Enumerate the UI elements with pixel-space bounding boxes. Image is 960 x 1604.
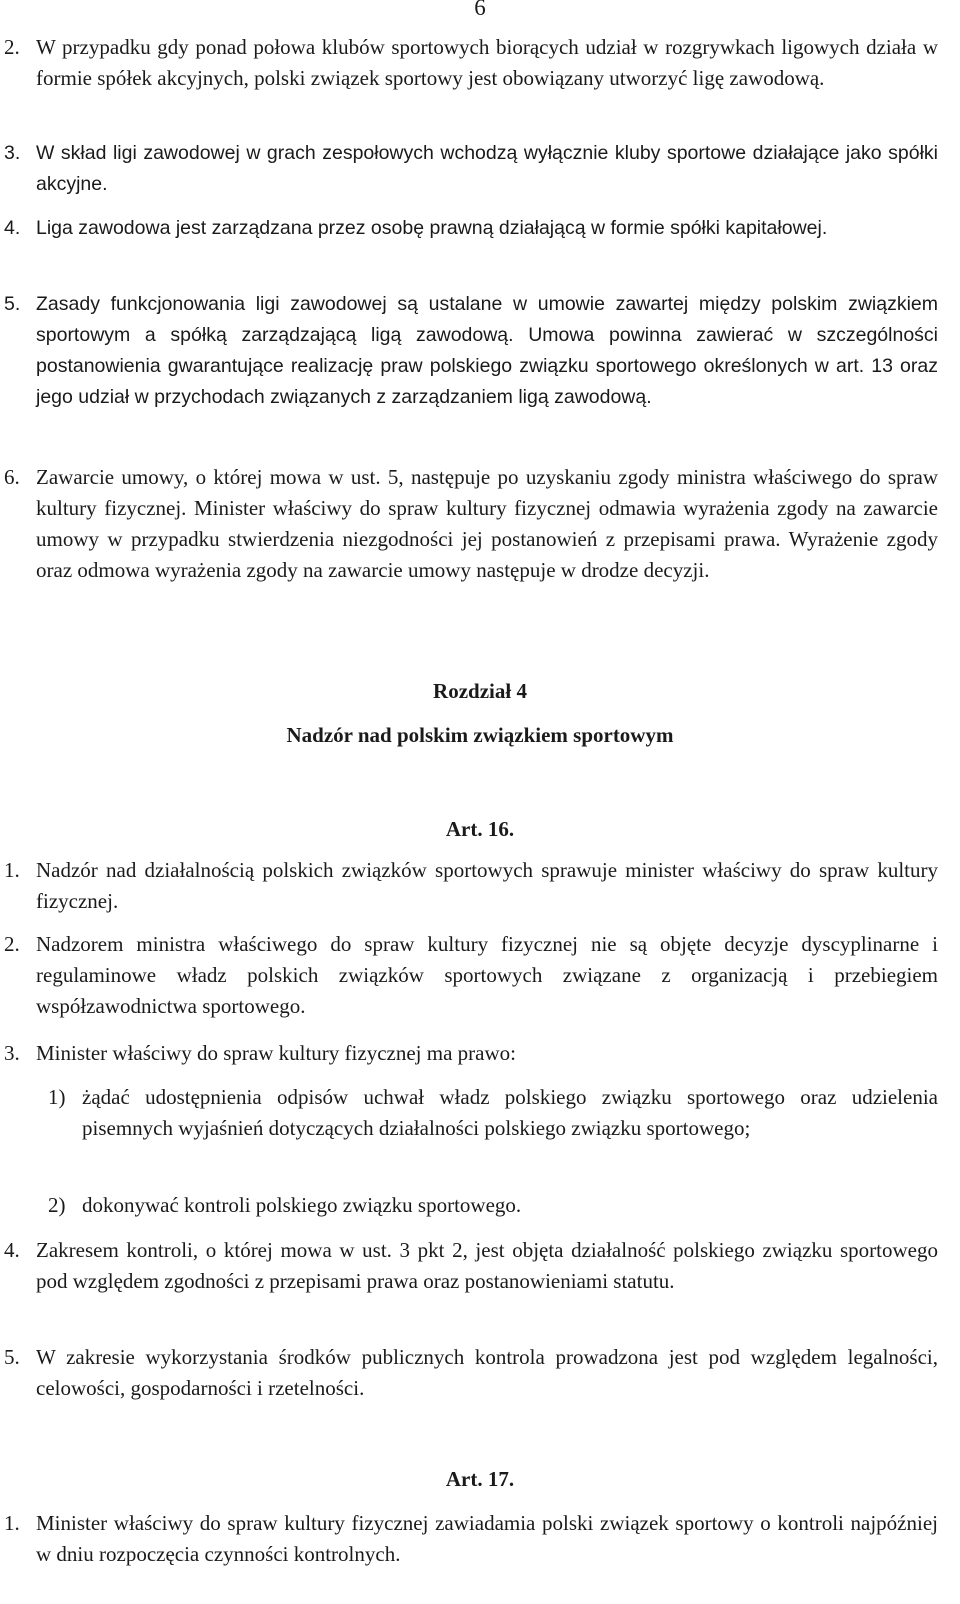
paragraph-text: W przypadku gdy ponad połowa klubów sportowych biorących udział w rozgrywkach ligowych działa w formie spółek akcyjnych, polski związek sportowy jest obowiązany utworzyć ligę zawodową. (36, 35, 938, 90)
paragraph-text: Zasady funkcjonowania ligi zawodowej są ustalane w umowie zawartej między polskim związkiem sportowym a spółką zarządzającą ligą zawodową. Umowa powinna zawierać w szczególności postanowienia gwarantujące realizację praw polskiego związku sportowego określonych w art. 13 oraz jego udział w przychodach związanych z zarządzaniem ligą zawodową. (36, 293, 938, 408)
paragraph-number: 6. (4, 465, 20, 489)
item-text: dokonywać kontroli polskiego związku sportowego. (82, 1193, 522, 1217)
paragraph-number: 1. (4, 1511, 20, 1535)
paragraph-text: Zakresem kontroli, o której mowa w ust. 3 pkt 2, jest objęta działalność polskiego związku sportowego pod względem zgodności z przepisami prawa oraz postanowieniami statutu. (36, 1238, 938, 1293)
paragraph-text: W zakresie wykorzystania środków publicznych kontrola prowadzona jest pod względem legalności, celowości, gospodarności i rzetelności. (36, 1345, 938, 1400)
chapter-label: Rozdział 4 (433, 679, 527, 703)
paragraph-number: 5. (4, 293, 21, 315)
paragraph-text: Nadzorem ministra właściwego do spraw kultury fizycznej nie są objęte decyzje dyscyplinarne i regulaminowe władz polskich związków sportowych związane z organizacją i przebiegiem współzawodnictwa sportowego. (36, 932, 938, 1018)
paragraph-text: Nadzór nad działalnością polskich związków sportowych sprawuje minister właściwy do spraw kultury fizycznej. (36, 858, 938, 913)
item-number: 2) (48, 1193, 66, 1217)
paragraph-text: Minister właściwy do spraw kultury fizycznej ma prawo: (36, 1041, 516, 1065)
paragraph-number: 1. (4, 858, 20, 882)
article-heading: Art. 17. (445, 1467, 515, 1491)
paragraph-text: Minister właściwy do spraw kultury fizycznej zawiadamia polski związek sportowy o kontroli najpóźniej w dniu rozpoczęcia czynności kontrolnych. (36, 1511, 938, 1566)
paragraph-number: 3. (4, 142, 21, 164)
article-heading: Art. 16. (445, 817, 515, 841)
paragraph-number: 2. (4, 932, 20, 956)
paragraph-text: Liga zawodowa jest zarządzana przez osobę prawną działającą w formie spółki kapitałowej. (36, 217, 828, 239)
item-number: 1) (48, 1085, 66, 1109)
paragraph-number: 5. (4, 1345, 20, 1369)
paragraph-number: 4. (4, 1238, 20, 1262)
item-text: żądać udostępnienia odpisów uchwał władz polskiego związku sportowego oraz udzielenia pisemnych wyjaśnień dotyczących działalności polskiego związku sportowego; (82, 1085, 938, 1140)
page-number: 6 (474, 0, 486, 20)
paragraph-text: Zawarcie umowy, o której mowa w ust. 5, następuje po uzyskaniu zgody ministra właściwego do spraw kultury fizycznej. Minister właściwy do spraw kultury fizycznej odmawia wyrażenia zgody na zawarcie umowy w przypadku stwierdzenia niezgodności jej postanowień z przepisami prawa. Wyrażenie zgody oraz odmowa wyrażenia zgody na zawarcie umowy następuje w drodze decyzji. (36, 465, 938, 582)
paragraph-number: 3. (4, 1041, 20, 1065)
paragraph-number: 4. (4, 217, 21, 239)
paragraph-text: W skład ligi zawodowej w grach zespołowych wchodzą wyłącznie kluby sportowe działające jako spółki akcyjne. (36, 142, 938, 195)
paragraph-number: 2. (4, 35, 20, 59)
chapter-title: Nadzór nad polskim związkiem sportowym (286, 723, 674, 747)
